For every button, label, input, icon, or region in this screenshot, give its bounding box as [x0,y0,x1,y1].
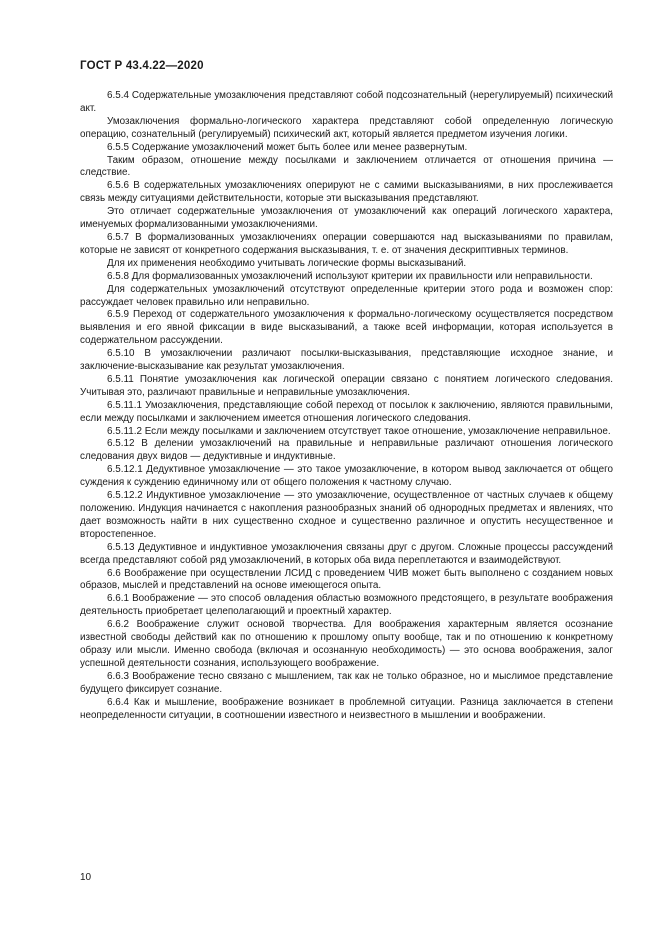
paragraph: 6.5.12.2 Индуктивное умозаключение — это умозаключение, осуществленное от частных случаев к общему положению. Индукция начинается с накопления разнообразных знаний об однородных предметах и явлениях, что дает возможность найти в них существенно сходное и существенно различное и опустить несущественное и второстепенное. [80,490,613,540]
paragraph: 6.5.10 В умозаключении различают посылки-высказывания, представляющие исходное знание, и заключение-высказывание как результат умозаключения. [80,348,613,373]
document-header: ГОСТ Р 43.4.22—2020 [80,60,204,72]
paragraph: 6.6.1 Воображение — это способ овладения областью возможного предстоящего, в результате воображения деятельность приобретает целеполагающий и проектный характер. [80,593,613,618]
document-body [80,90,613,722]
paragraph: 6.5.11.2 Если между посылками и заключением отсутствует такое отношение, умозаключение неправильное. [107,425,611,437]
paragraph: Для содержательных умозаключений отсутствуют определенные критерии этого рода и возможен спор: рассуждает человек правильно или неправильно. [80,283,613,308]
paragraph: 6.5.4 Содержательные умозаключения представляют собой подсознательный (нерегулируемый) психический акт. [80,90,613,114]
paragraph: 6.5.8 Для формализованных умозаключений используют критерии их правильности или неправильности. [107,270,593,282]
paragraph: 6.5.7 В формализованных умозаключениях операции совершаются над высказываниями по правилам, которые не зависят от конкретного содержания высказывания, т. е. от значения дескриптивных терминов. [80,231,613,256]
page-number: 10 [80,872,92,883]
paragraph: 6.5.6 В содержательных умозаключениях оперируют не с самими высказываниями, в них прослеживается связь между ситуациями действительности, которые эти высказывания представляют. [80,180,613,205]
paragraph: 6.5.9 Переход от содержательного умозаключения к формально-логическому осуществляется посредством выявления и его явной фиксации в виде высказываний, а также всей информации, которая используется в содержательном рассуждении. [80,309,613,347]
paragraph: 6.5.11 Понятие умозаключения как логической операции связано с понятием логического следования. Учитывая это, различают правильные и неправильные умозаключения. [80,373,613,398]
paragraph: 6.6 Воображение при осуществлении ЛСИД с проведением ЧИВ может быть выполнено с созданием новых образов, мыслей и представлений на основе имеющегося опыта. [80,567,613,592]
paragraph: 6.6.3 Воображение тесно связано с мышлением, так как не только образное, но и мыслимое представление будущего фиксирует сознание. [80,670,613,695]
paragraph: Умозаключения формально-логического характера представляют собой определенную логическую операцию, сознательный (регулируемый) психический акт, который является предметом изучения логики. [80,115,613,140]
paragraph: Для их применения необходимо учитывать логические формы высказываний. [107,257,467,269]
paragraph: 6.6.2 Воображение служит основой творчества. Для воображения характерным является осознание известной свободы действий как по отношению к прошлому опыту вообще, так и по отношению к конкретному образу или мысли. Именно свобода (включая и осознанную необходимость) — это основа воображения, залог успешной деятельности сознания, использующего воображение. [80,619,613,669]
paragraph: Это отличает содержательные умозаключения от умозаключений как операций логического характера, именуемых формализованными умозаключениями. [80,206,613,231]
paragraph: 6.6.4 Как и мышление, воображение возникает в проблемной ситуации. Разница заключается в степени неопределенности ситуации, в соотношении известного и неизвестного в мышлении и воображении. [80,696,613,721]
paragraph: 6.5.13 Дедуктивное и индуктивное умозаключения связаны друг с другом. Сложные процессы рассуждений всегда представляют собой ряд умозаключений, в которых оба вида переплетаются и взаимодействуют. [80,541,613,566]
paragraph: 6.5.5 Содержание умозаключений может быть более или менее развернутым. [107,141,468,153]
paragraph: 6.5.12.1 Дедуктивное умозаключение — это такое умозаключение, в котором вывод заключается от общего суждения к суждению единичному или от общего положения к частному случаю. [80,464,613,489]
paragraph: 6.5.11.1 Умозаключения, представляющие собой переход от посылок к заключению, являются правильными, если между посылками и заключением имеется отношения логического следования. [80,399,613,424]
paragraph: 6.5.12 В делении умозаключений на правильные и неправильные различают отношения логического следования двух видов — дедуктивные и индуктивные. [80,438,613,463]
paragraph: Таким образом, отношение между посылками и заключением отличается от отношения причина — следствие. [80,154,613,179]
